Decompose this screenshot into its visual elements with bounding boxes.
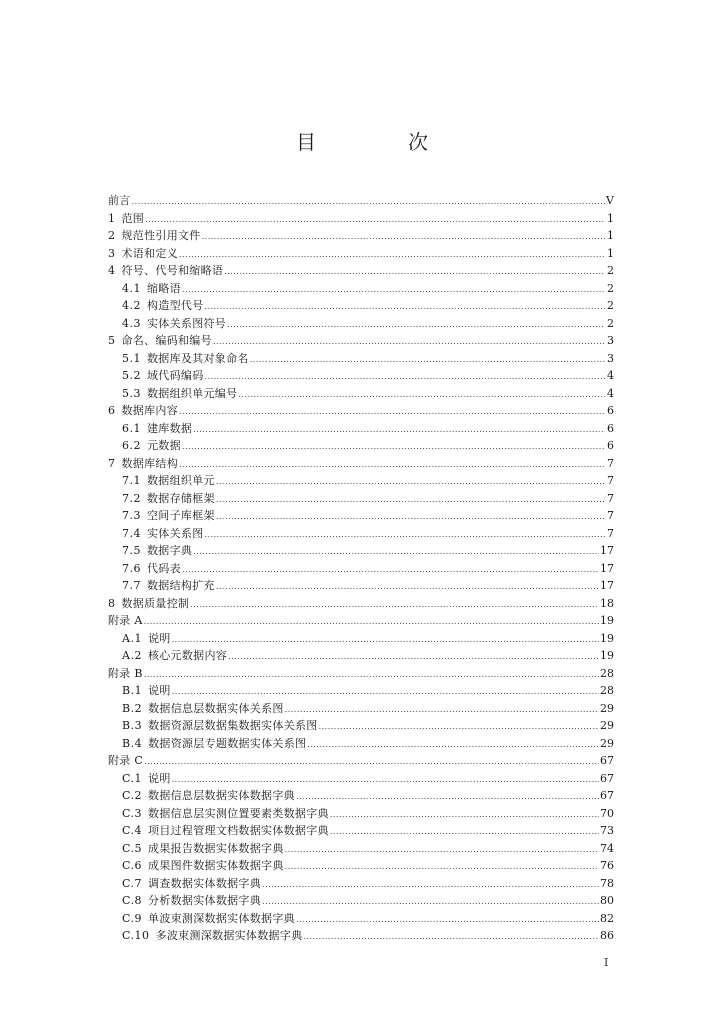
toc-entry[interactable]	[108, 367, 614, 385]
toc-entry-number: 7.3	[122, 509, 141, 522]
toc-entry-label: 附录 A	[108, 614, 143, 627]
toc-entry-page: 6	[607, 421, 614, 435]
toc-entry[interactable]	[108, 840, 614, 858]
toc-dot-leader	[330, 823, 599, 841]
toc-dot-leader	[216, 578, 599, 596]
toc-entry[interactable]	[108, 472, 614, 490]
toc-entry-number: C.6	[122, 859, 143, 872]
toc-dot-leader	[285, 841, 599, 859]
toc-entry[interactable]	[108, 665, 614, 683]
toc-entry-page: 76	[600, 859, 614, 872]
toc-entry-label: 项目过程管理文档数据实体数据字典	[148, 824, 329, 837]
toc-entry-number: 4.1	[122, 281, 141, 295]
toc-dot-leader	[202, 228, 605, 246]
toc-entry-label: 缩略语	[147, 281, 181, 295]
toc-entry-label: 代码表	[147, 561, 181, 575]
toc-entry-page: 17	[600, 561, 614, 575]
toc-entry-page: 1	[607, 211, 614, 225]
toc-entry[interactable]	[108, 210, 614, 228]
toc-dot-leader	[319, 718, 599, 736]
toc-entry[interactable]	[108, 280, 614, 298]
toc-dot-leader	[285, 701, 599, 719]
toc-dot-leader	[182, 438, 605, 456]
toc-entry-page: 86	[600, 929, 614, 942]
toc-entry-page: 19	[600, 631, 614, 645]
toc-dot-leader	[182, 281, 605, 299]
toc-entry-label: 符号、代号和缩略语	[121, 264, 224, 277]
toc-entry-label: 空间子库框架	[147, 509, 215, 522]
toc-entry[interactable]	[108, 490, 614, 508]
toc-entry-label: 数据质量控制	[121, 596, 190, 610]
toc-dot-leader	[205, 368, 606, 386]
toc-entry-label: 数据组织单元编号	[147, 386, 238, 400]
toc-entry-label: 域代码编码	[147, 369, 204, 382]
toc-entry[interactable]	[108, 402, 614, 420]
toc-entry-page: 1	[607, 246, 614, 260]
toc-entry-label: 数据库内容	[121, 404, 178, 417]
toc-entry[interactable]	[108, 752, 614, 770]
toc-entry-number: 6.2	[122, 439, 141, 452]
toc-dot-leader	[144, 613, 599, 631]
toc-entry-number: C.7	[122, 876, 143, 890]
page-number: I	[604, 956, 609, 969]
toc-dot-leader	[216, 508, 605, 526]
toc-entry-label: 前言	[108, 194, 131, 207]
toc-entry-page: 7	[607, 474, 614, 487]
toc-entry-number: 7.4	[122, 526, 141, 540]
toc-entry-number: 3	[108, 246, 116, 260]
toc-dot-leader	[227, 316, 605, 334]
toc-entry-label: 附录 B	[108, 666, 143, 680]
toc-entry-page: 4	[607, 386, 614, 400]
toc-entry-number: B.2	[122, 701, 143, 715]
toc-dot-leader	[172, 771, 599, 789]
toc-dot-leader	[262, 876, 599, 894]
toc-entry-number: 5	[108, 334, 116, 347]
toc-entry-number: B.4	[122, 736, 143, 750]
toc-entry[interactable]	[108, 595, 614, 613]
toc-entry-page: V	[606, 194, 614, 207]
toc-entry[interactable]	[108, 262, 614, 280]
toc-entry-number: B.1	[122, 684, 143, 697]
toc-entry-page: 6	[607, 404, 614, 417]
toc-entry-label: 数据组织单元	[147, 474, 215, 487]
toc-entry[interactable]	[108, 332, 614, 350]
toc-entry-page: 4	[607, 369, 614, 382]
toc-entry[interactable]	[108, 717, 614, 735]
toc-dot-leader	[285, 858, 599, 876]
toc-entry[interactable]	[108, 647, 614, 665]
toc-dot-leader	[250, 351, 605, 369]
toc-entry-label: 术语和定义	[121, 246, 178, 260]
toc-entry[interactable]	[108, 682, 614, 700]
toc-entry-page: 2	[607, 316, 614, 330]
toc-dot-leader	[296, 788, 599, 806]
toc-entry-page: 29	[600, 719, 614, 732]
toc-dot-leader	[228, 648, 599, 666]
toc-entry-number: 6	[108, 404, 116, 417]
toc-entry-page: 28	[600, 684, 614, 697]
toc-entry-label: 说明	[148, 684, 171, 697]
toc-entry-label: 单波束测深数据实体数据字典	[148, 911, 295, 925]
toc-dot-leader	[172, 683, 599, 701]
toc-dot-leader	[307, 736, 599, 754]
toc-entry-number: 7.7	[122, 579, 141, 592]
toc-entry[interactable]	[108, 245, 614, 263]
toc-entry-label: 数据库结构	[121, 456, 178, 470]
toc-entry-page: 18	[600, 596, 614, 610]
toc-entry-number: 5.1	[122, 351, 141, 365]
toc-dot-leader	[216, 491, 605, 509]
toc-entry-page: 70	[600, 806, 614, 820]
toc-entry-number: A.1	[122, 631, 142, 645]
toc-entry[interactable]	[108, 227, 614, 245]
toc-entry-label: 建库数据	[147, 421, 193, 435]
toc-dot-leader	[205, 526, 606, 544]
toc-entry-label: 数据字典	[147, 544, 193, 557]
toc-entry-label: 数据信息层实测位置要素类数据字典	[148, 806, 329, 820]
toc-entry-page: 28	[600, 666, 614, 680]
toc-dot-leader	[262, 893, 599, 911]
toc-entry-page: 2	[607, 281, 614, 295]
toc-entry[interactable]	[108, 192, 614, 210]
toc-entry-label: 调查数据实体数据字典	[148, 876, 262, 890]
toc-entry-page: 74	[600, 841, 614, 855]
toc-entry-page: 6	[607, 439, 614, 452]
toc-entry-number: 8	[108, 596, 116, 610]
toc-entry-number: B.3	[122, 719, 143, 732]
toc-entry-page: 7	[607, 456, 614, 470]
toc-entry-page: 17	[600, 544, 614, 557]
toc-entry-page: 2	[607, 299, 614, 312]
toc-dot-leader	[193, 421, 605, 439]
toc-entry[interactable]	[108, 542, 614, 560]
toc-entry-page: 3	[607, 351, 614, 365]
toc-entry-number: 7	[108, 456, 116, 470]
toc-entry[interactable]	[108, 560, 614, 578]
toc-entry-label: 元数据	[147, 439, 181, 452]
toc-entry-number: 7.1	[122, 474, 141, 487]
toc-entry-label: 核心元数据内容	[147, 649, 228, 662]
toc-entry[interactable]	[108, 700, 614, 718]
toc-entry-label: 构造型代号	[147, 299, 204, 312]
toc-entry-label: 实体关系图	[147, 526, 204, 540]
toc-entry[interactable]	[108, 630, 614, 648]
toc-dot-leader	[179, 403, 605, 421]
toc-dot-leader	[303, 928, 599, 946]
toc-entry-label: 数据存储框架	[147, 491, 215, 505]
toc-entry[interactable]	[108, 805, 614, 823]
toc-entry[interactable]	[108, 857, 614, 875]
toc-entry-page: 29	[600, 701, 614, 715]
toc-entry-page: 67	[600, 771, 614, 785]
toc-entry-number: A.2	[122, 649, 142, 662]
toc-entry-number: 1	[108, 211, 116, 225]
toc-entry-label: 数据库及其对象命名	[147, 351, 249, 365]
toc-entry-page: 19	[600, 649, 614, 662]
toc-entry-page: 73	[600, 824, 614, 837]
toc-entry-number: 4.2	[122, 299, 141, 312]
toc-entry-label: 数据信息层数据实体关系图	[148, 701, 284, 715]
toc-entry[interactable]	[108, 822, 614, 840]
toc-entry-number: 7.2	[122, 491, 141, 505]
toc-entry-number: 7.6	[122, 561, 141, 575]
toc-dot-leader	[132, 193, 605, 211]
toc-entry[interactable]	[108, 612, 614, 630]
toc-entry-page: 82	[600, 911, 614, 925]
toc-entry[interactable]	[108, 892, 614, 910]
toc-dot-leader	[213, 333, 605, 351]
toc-entry-number: C.9	[122, 911, 143, 925]
toc-entry-page: 29	[600, 736, 614, 750]
toc-entry[interactable]	[108, 455, 614, 473]
toc-entry-number: C.4	[122, 824, 143, 837]
toc-dot-leader	[190, 596, 599, 614]
toc-entry-label: 成果图件数据实体数据字典	[148, 859, 284, 872]
toc-dot-leader	[224, 263, 605, 281]
toc-entry-number: 5.3	[122, 386, 141, 400]
toc-entry-number: C.3	[122, 806, 143, 820]
toc-dot-leader	[205, 298, 606, 316]
toc-entry[interactable]	[108, 507, 614, 525]
toc-entry-page: 2	[607, 264, 614, 277]
toc-entry[interactable]	[108, 770, 614, 788]
toc-entry-label: 数据结构扩充	[147, 579, 215, 592]
toc-dot-leader	[179, 246, 605, 264]
toc-dot-leader	[179, 456, 605, 474]
toc-entry-label: 规范性引用文件	[121, 229, 201, 242]
toc-dot-leader	[182, 561, 599, 579]
toc-entry-page: 1	[607, 229, 614, 242]
toc-entry-page: 80	[600, 894, 614, 907]
toc-entry-number: 4	[108, 264, 116, 277]
toc-entry-page: 67	[600, 754, 614, 767]
toc-entry-number: 7.5	[122, 544, 141, 557]
toc-entry[interactable]	[108, 315, 614, 333]
toc-entry-label: 说明	[147, 631, 171, 645]
toc-entry-number: 4.3	[122, 316, 141, 330]
toc-entry-number: C.10	[122, 929, 150, 942]
toc-entry-label: 多波束测深数据实体数据字典	[155, 929, 303, 942]
toc-entry-page: 7	[607, 509, 614, 522]
toc-entry[interactable]	[108, 525, 614, 543]
toc-entry-label: 附录 C	[108, 754, 144, 767]
toc-entry[interactable]	[108, 787, 614, 805]
toc-entry-label: 实体关系图符号	[147, 316, 227, 330]
toc-entry-page: 7	[607, 491, 614, 505]
toc-dot-leader	[216, 473, 605, 491]
table-of-contents	[108, 192, 614, 945]
toc-entry[interactable]	[108, 297, 614, 315]
toc-entry[interactable]	[108, 927, 614, 945]
toc-dot-leader	[238, 386, 605, 404]
toc-entry-label: 数据资源层专题数据实体关系图	[148, 736, 307, 750]
toc-entry-number: C.2	[122, 789, 143, 802]
toc-entry-page: 67	[600, 789, 614, 802]
toc-entry-number: 2	[108, 229, 116, 242]
toc-entry[interactable]	[108, 350, 614, 368]
toc-dot-leader	[296, 911, 599, 929]
toc-entry-label: 命名、编码和编号	[121, 334, 212, 347]
toc-entry[interactable]	[108, 420, 614, 438]
toc-entry[interactable]	[108, 385, 614, 403]
toc-entry-number: 6.1	[122, 421, 141, 435]
toc-entry-number: 5.2	[122, 369, 141, 382]
toc-entry-label: 成果报告数据实体数据字典	[148, 841, 284, 855]
toc-entry[interactable]	[108, 910, 614, 928]
toc-dot-leader	[193, 543, 599, 561]
toc-dot-leader	[172, 631, 599, 649]
toc-entry-number: C.1	[122, 771, 143, 785]
toc-dot-leader	[144, 753, 599, 771]
toc-entry[interactable]	[108, 735, 614, 753]
toc-dot-leader	[145, 211, 605, 229]
toc-entry-label: 范围	[121, 211, 145, 225]
toc-entry-number: C.8	[122, 894, 143, 907]
toc-entry-label: 数据信息层数据实体数据字典	[148, 789, 295, 802]
toc-entry[interactable]	[108, 577, 614, 595]
toc-entry-page: 19	[600, 614, 614, 627]
page-title: 目 次	[296, 130, 464, 154]
toc-entry-page: 3	[607, 334, 614, 347]
toc-entry-label: 分析数据实体数据字典	[148, 894, 262, 907]
toc-entry[interactable]	[108, 875, 614, 893]
toc-entry-label: 数据资源层数据集数据实体关系图	[148, 719, 318, 732]
toc-entry-label: 说明	[148, 771, 171, 785]
toc-dot-leader	[144, 666, 599, 684]
toc-entry-number: C.5	[122, 841, 143, 855]
toc-dot-leader	[330, 806, 599, 824]
toc-entry-page: 7	[607, 526, 614, 540]
toc-entry-page: 17	[600, 579, 614, 592]
toc-entry[interactable]	[108, 437, 614, 455]
toc-entry-page: 78	[600, 876, 614, 890]
